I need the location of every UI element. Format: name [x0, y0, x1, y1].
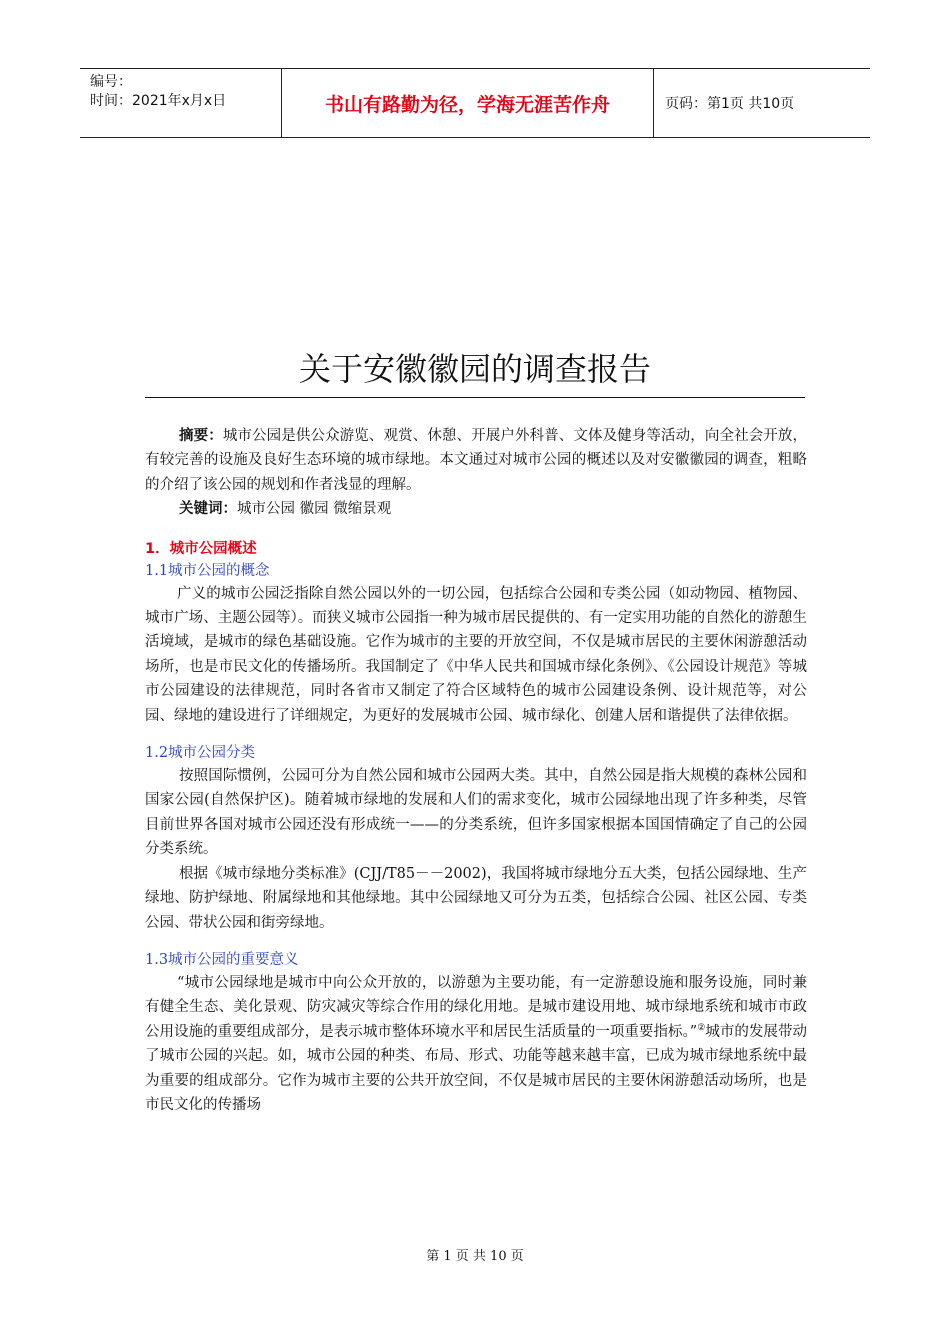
number-label: 编号：	[90, 74, 132, 90]
section-1-heading: 1．城市公园概述	[145, 540, 257, 557]
header-page-info: 页码：第1页 共10页	[665, 96, 795, 112]
header-motto: 书山有路勤为径，学海无涯苦作舟	[282, 69, 654, 137]
document-body	[145, 424, 807, 1117]
spacer	[145, 728, 807, 742]
keywords-paragraph	[145, 497, 807, 521]
document-title: 关于安徽徽园的调查报告	[298, 350, 651, 388]
section-1-3-text: 城市的发展带动了城市公园的兴起。如，城市公园的种类、布局、形式、功能等越来越丰富，已成为城市绿地系统中最为重要的组成部分。它作为城市主要的公共开放空间，不仅是城市居民的主要休闲游憩活动场所，也是市民文化的传播场	[145, 1023, 807, 1113]
spacer	[145, 935, 807, 949]
abstract-paragraph	[145, 424, 807, 497]
section-1-3-quote: “城市公园绿地是城市中向公众开放的，以游憩为主要功能，有一定游憩设施和服务设施，同时兼有健全生态、美化景观、防灾减灾等综合作用的绿化用地。是城市建设用地、城市绿地系统和城市市政公用设施的重要组成部分，是表示城市整体环境水平和居民生活质量的一项重要指标。”	[145, 974, 807, 1040]
abstract-label: 摘要：	[179, 428, 223, 444]
title-underline	[145, 397, 805, 398]
section-1-2-heading: 1.2城市公园分类	[145, 745, 256, 762]
header-meta-cell	[80, 69, 282, 137]
footnote-marker: ②	[697, 1022, 706, 1033]
section-1-2-paragraph-1: 按照国际惯例，公园可分为自然公园和城市公园两大类。其中，自然公园是指大规模的森林公园和国家公园(自然保护区)。随着城市绿地的发展和人们的需求变化，城市公园绿地出现了许多种类，尽管目前世界各国对城市公园还没有形成统一——的分类系统，但许多国家根据本国国情确定了自己的公园分类系统。	[145, 768, 807, 858]
spacer	[145, 522, 807, 538]
abstract-text: 城市公园是供公众游览、观赏、休憩、开展户外科普、文体及健身等活动，向全社会开放，有较完善的设施及良好生态环境的城市绿地。本文通过对城市公园的概述以及对安徽徽园的调查，粗略的介绍了该公园的规划和作者浅显的理解。	[145, 428, 808, 493]
section-1-1-heading: 1.1城市公园的概念	[145, 562, 270, 579]
time-label: 时间：2021年x月x日	[90, 93, 227, 109]
keywords-text: 城市公园 徽园 微缩景观	[237, 501, 392, 518]
section-1-2-paragraph-2: 根据《城市绿地分类标准》(CJJ/T85－－2002)，我国将城市绿地分五大类，包括公园绿地、生产绿地、防护绿地、附属绿地和其他绿地。其中公园绿地又可分为五类，包括综合公园、社区公园、专类公园、带状公园和街旁绿地。	[145, 865, 807, 931]
page-footer: 第 1 页 共 10 页	[426, 1249, 524, 1264]
section-1-1-paragraph: 广义的城市公园泛指除自然公园以外的一切公园，包括综合公园和专类公园（如动物园、植物园、城市广场、主题公园等）。而狭义城市公园指一种为城市居民提供的、有一定实用功能的自然化的游憩生活境域，是城市的绿色基础设施。它作为城市的主要的开放空间，不仅是城市居民的主要休闲游憩活动场所，也是市民文化的传播场所。我国制定了《中华人民共和国城市绿化条例》、《公园设计规范》等城市公园建设的法律规范，同时各省市又制定了符合区域特色的城市公园建设条例、设计规范等，对公园、绿地的建设进行了详细规定，为更好的发展城市公园、城市绿化、创建人居和谐提供了法律依据。	[145, 585, 807, 724]
keywords-label: 关键词：	[179, 501, 237, 518]
section-1-3-paragraph	[145, 971, 807, 1117]
header-table	[80, 68, 870, 138]
section-1-3-heading: 1.3城市公园的重要意义	[145, 951, 299, 968]
